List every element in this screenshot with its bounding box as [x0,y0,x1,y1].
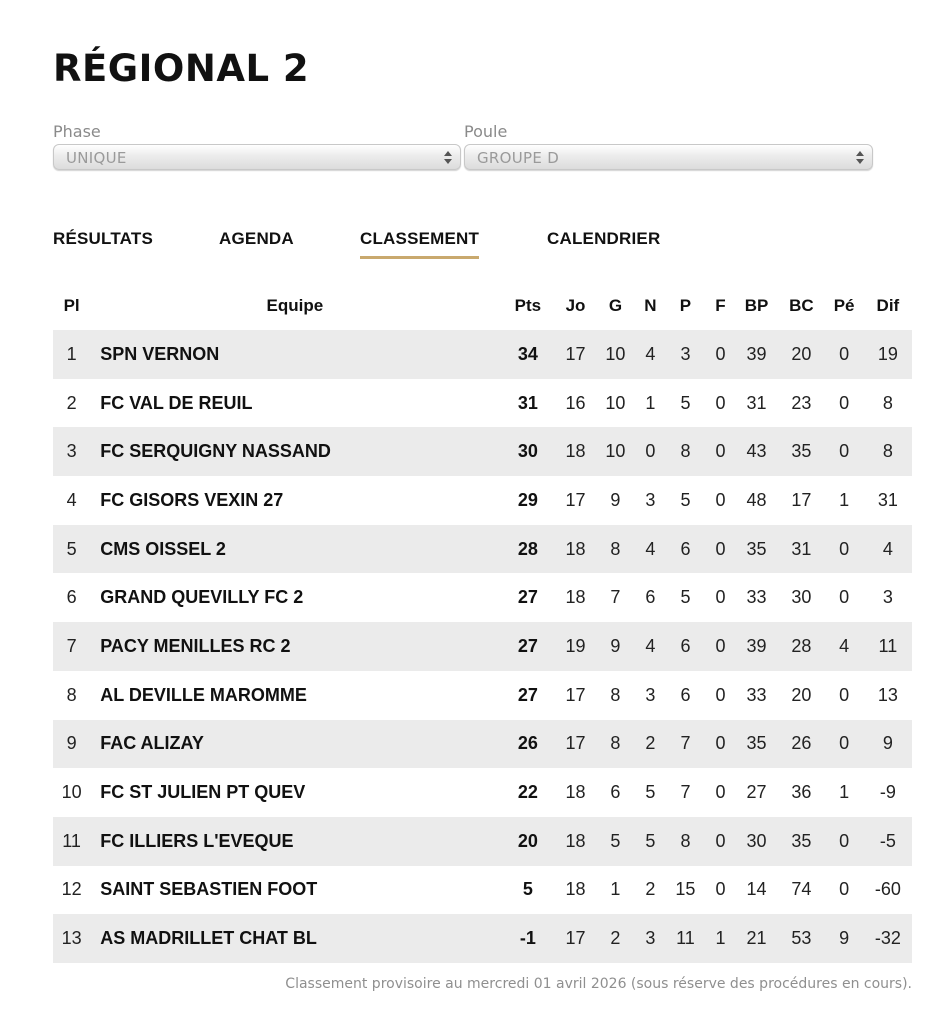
cell-bc: 30 [791,587,812,608]
page-title: RÉGIONAL 2 [53,47,310,90]
cell-p: 6 [680,684,691,705]
cell-team[interactable]: FC ILLIERS L'EVEQUE [90,817,499,866]
cell-dif: 11 [864,622,912,671]
cell-n: 2 [636,720,664,769]
cell-bp: 33 [746,587,767,608]
cell-pe: 9 [824,914,863,963]
table-row [53,379,912,428]
poule-filter [464,122,873,170]
cell-bp: 21 [735,914,779,963]
cell-jo: 18 [565,879,586,900]
cell-team[interactable]: FC ST JULIEN PT QUEV [100,782,306,803]
cell-p: 11 [665,914,707,963]
cell-g: 6 [610,782,621,803]
cell-jo: 18 [556,525,594,574]
cell-f: 0 [706,720,734,769]
header-bc: BC [789,296,814,315]
cell-pl: 1 [53,330,90,379]
cell-team[interactable]: CMS OISSEL 2 [90,525,499,574]
cell-pl: 7 [53,622,90,671]
cell-pl: 8 [66,684,77,705]
cell-bc: 23 [791,392,812,413]
header-p: P [679,296,692,315]
cell-pts: -1 [499,914,556,963]
cell-dif: 19 [864,330,912,379]
cell-bc: 31 [778,525,824,574]
header-g: G [608,296,623,315]
cell-jo: 17 [556,914,594,963]
cell-g: 2 [595,914,637,963]
cell-bp: 30 [735,817,779,866]
cell-p: 3 [665,330,707,379]
poule-select-value: GROUPE D [477,149,560,167]
cell-pl: 4 [66,489,77,510]
cell-pe: 0 [824,817,863,866]
cell-pts: 5 [522,879,533,900]
cell-dif: -60 [874,879,901,900]
table-row [53,720,912,769]
table-row [53,817,912,866]
cell-bp: 27 [746,782,767,803]
cell-f: 0 [715,392,726,413]
cell-pe: 0 [839,879,850,900]
cell-g: 10 [605,392,626,413]
cell-pts: 22 [517,782,538,803]
cell-pe: 0 [839,392,850,413]
cell-p: 5 [680,587,691,608]
table-row [53,768,912,817]
cell-bp: 14 [746,879,767,900]
cell-pts: 20 [499,817,556,866]
phase-select[interactable] [53,144,461,170]
cell-dif: 8 [864,427,912,476]
cell-g: 9 [595,622,637,671]
header-pts: Pts [514,296,542,315]
cell-g: 7 [610,587,621,608]
cell-pe: 0 [824,525,863,574]
cell-bc: 35 [778,427,824,476]
cell-g: 5 [595,817,637,866]
cell-f: 0 [706,817,734,866]
cell-pl: 5 [53,525,90,574]
cell-g: 9 [610,489,621,510]
cell-bc: 26 [778,720,824,769]
cell-n: 0 [636,427,664,476]
cell-pe: 0 [824,330,863,379]
cell-p: 7 [665,720,707,769]
cell-pts: 27 [517,587,538,608]
tab-classement[interactable]: CLASSEMENT [360,226,479,252]
cell-bc: 28 [778,622,824,671]
cell-bc: 35 [778,817,824,866]
cell-team[interactable]: FC GISORS VEXIN 27 [100,489,284,510]
header-n: N [644,296,657,315]
cell-n: 6 [645,587,656,608]
cell-team[interactable]: FC VAL DE REUIL [100,392,253,413]
cell-dif: -5 [864,817,912,866]
cell-f: 0 [715,782,726,803]
cell-n: 4 [636,525,664,574]
cell-p: 8 [665,427,707,476]
phase-filter [53,122,461,170]
cell-n: 2 [645,879,656,900]
cell-f: 0 [715,879,726,900]
cell-dif: -9 [879,782,896,803]
header-bp: BP [744,296,769,315]
cell-pl: 12 [61,879,82,900]
cell-jo: 16 [565,392,586,413]
cell-bp: 39 [735,622,779,671]
table-row [53,476,912,525]
cell-dif: -32 [864,914,912,963]
cell-pe: 4 [824,622,863,671]
cell-jo: 17 [556,720,594,769]
cell-pl: 13 [53,914,90,963]
cell-n: 3 [636,914,664,963]
cell-pl: 6 [66,587,77,608]
cell-n: 5 [645,782,656,803]
cell-team[interactable]: SAINT SEBASTIEN FOOT [100,879,318,900]
cell-f: 0 [715,684,726,705]
cell-bp: 48 [746,489,767,510]
phase-select-value: UNIQUE [66,149,127,167]
cell-bp: 35 [735,525,779,574]
table-header-row [53,282,912,330]
cell-n: 1 [645,392,656,413]
cell-pts: 26 [499,720,556,769]
header-equipe: Equipe [266,296,324,315]
header-dif: Dif [876,296,900,315]
cell-pts: 29 [517,489,538,510]
cell-bc: 20 [791,684,812,705]
cell-pe: 1 [839,489,850,510]
cell-jo: 18 [565,587,586,608]
table-row [53,671,912,720]
cell-dif: 4 [864,525,912,574]
cell-pts: 27 [517,684,538,705]
cell-jo: 19 [556,622,594,671]
cell-team[interactable]: SPN VERNON [90,330,499,379]
cell-pl: 9 [53,720,90,769]
cell-bc: 74 [791,879,812,900]
cell-jo: 18 [565,782,586,803]
cell-pts: 34 [499,330,556,379]
cell-n: 3 [645,684,656,705]
cell-pts: 27 [499,622,556,671]
cell-dif: 31 [877,489,898,510]
cell-pl: 2 [66,392,77,413]
header-pl: Pl [63,296,80,315]
table-row [53,525,912,574]
table-row [53,914,912,963]
cell-jo: 17 [565,489,586,510]
cell-pe: 0 [824,720,863,769]
cell-bp: 43 [735,427,779,476]
cell-f: 0 [706,622,734,671]
cell-dif: 8 [882,392,893,413]
cell-g: 10 [595,330,637,379]
header-f: F [715,296,726,315]
cell-f: 0 [715,489,726,510]
cell-pe: 0 [824,427,863,476]
cell-f: 0 [706,330,734,379]
cell-p: 5 [680,489,691,510]
cell-f: 0 [706,427,734,476]
tab-agenda[interactable]: AGENDA [219,229,294,248]
cell-team[interactable]: FC SERQUIGNY NASSAND [90,427,499,476]
table-row [53,427,912,476]
cell-n: 3 [645,489,656,510]
cell-g: 10 [595,427,637,476]
cell-bp: 31 [746,392,767,413]
cell-team[interactable]: PACY MENILLES RC 2 [90,622,499,671]
cell-jo: 18 [556,427,594,476]
cell-n: 4 [636,330,664,379]
cell-pe: 1 [839,782,850,803]
cell-g: 1 [610,879,621,900]
cell-p: 6 [665,525,707,574]
header-jo: Jo [565,296,586,315]
cell-g: 8 [595,525,637,574]
cell-dif: 13 [877,684,898,705]
table-row [53,573,912,622]
cell-p: 7 [680,782,691,803]
cell-team[interactable]: AL DEVILLE MAROMME [100,684,307,705]
tab-resultats[interactable]: RÉSULTATS [53,229,154,248]
poule-label: Poule [464,122,508,141]
cell-pts: 30 [499,427,556,476]
cell-bp: 33 [746,684,767,705]
cell-pe: 0 [839,684,850,705]
select-arrows-icon [444,150,452,166]
cell-jo: 17 [565,684,586,705]
cell-team[interactable]: AS MADRILLET CHAT BL [90,914,499,963]
cell-f: 0 [706,525,734,574]
cell-pl: 3 [53,427,90,476]
cell-pts: 28 [499,525,556,574]
cell-bc: 53 [778,914,824,963]
cell-bp: 35 [735,720,779,769]
table-row [53,330,912,379]
cell-p: 6 [665,622,707,671]
select-arrows-icon [856,150,864,166]
section-tabs [53,226,913,266]
cell-dif: 9 [864,720,912,769]
cell-f: 0 [715,587,726,608]
cell-dif: 3 [882,587,893,608]
cell-pl: 10 [61,782,82,803]
cell-p: 15 [675,879,696,900]
cell-team[interactable]: GRAND QUEVILLY FC 2 [100,587,304,608]
cell-jo: 18 [556,817,594,866]
cell-bc: 17 [791,489,812,510]
cell-f: 1 [706,914,734,963]
standings-table [53,282,912,963]
standings-footnote: Classement provisoire au mercredi 01 avril 2026 (sous réserve des procédures en cours). [285,976,912,992]
cell-g: 8 [595,720,637,769]
cell-g: 8 [610,684,621,705]
cell-pts: 31 [517,392,538,413]
tab-calendrier[interactable]: CALENDRIER [547,229,661,248]
table-row [53,866,912,915]
cell-team[interactable]: FAC ALIZAY [90,720,499,769]
cell-n: 5 [636,817,664,866]
poule-select[interactable] [464,144,873,170]
cell-bc: 36 [791,782,812,803]
cell-jo: 17 [556,330,594,379]
cell-p: 8 [665,817,707,866]
header-pe: Pé [833,296,855,315]
cell-n: 4 [636,622,664,671]
cell-pl: 11 [53,817,90,866]
cell-bp: 39 [735,330,779,379]
standings-body [53,330,912,963]
cell-bc: 20 [778,330,824,379]
phase-label: Phase [53,122,101,141]
cell-pe: 0 [839,587,850,608]
cell-p: 5 [680,392,691,413]
table-row [53,622,912,671]
